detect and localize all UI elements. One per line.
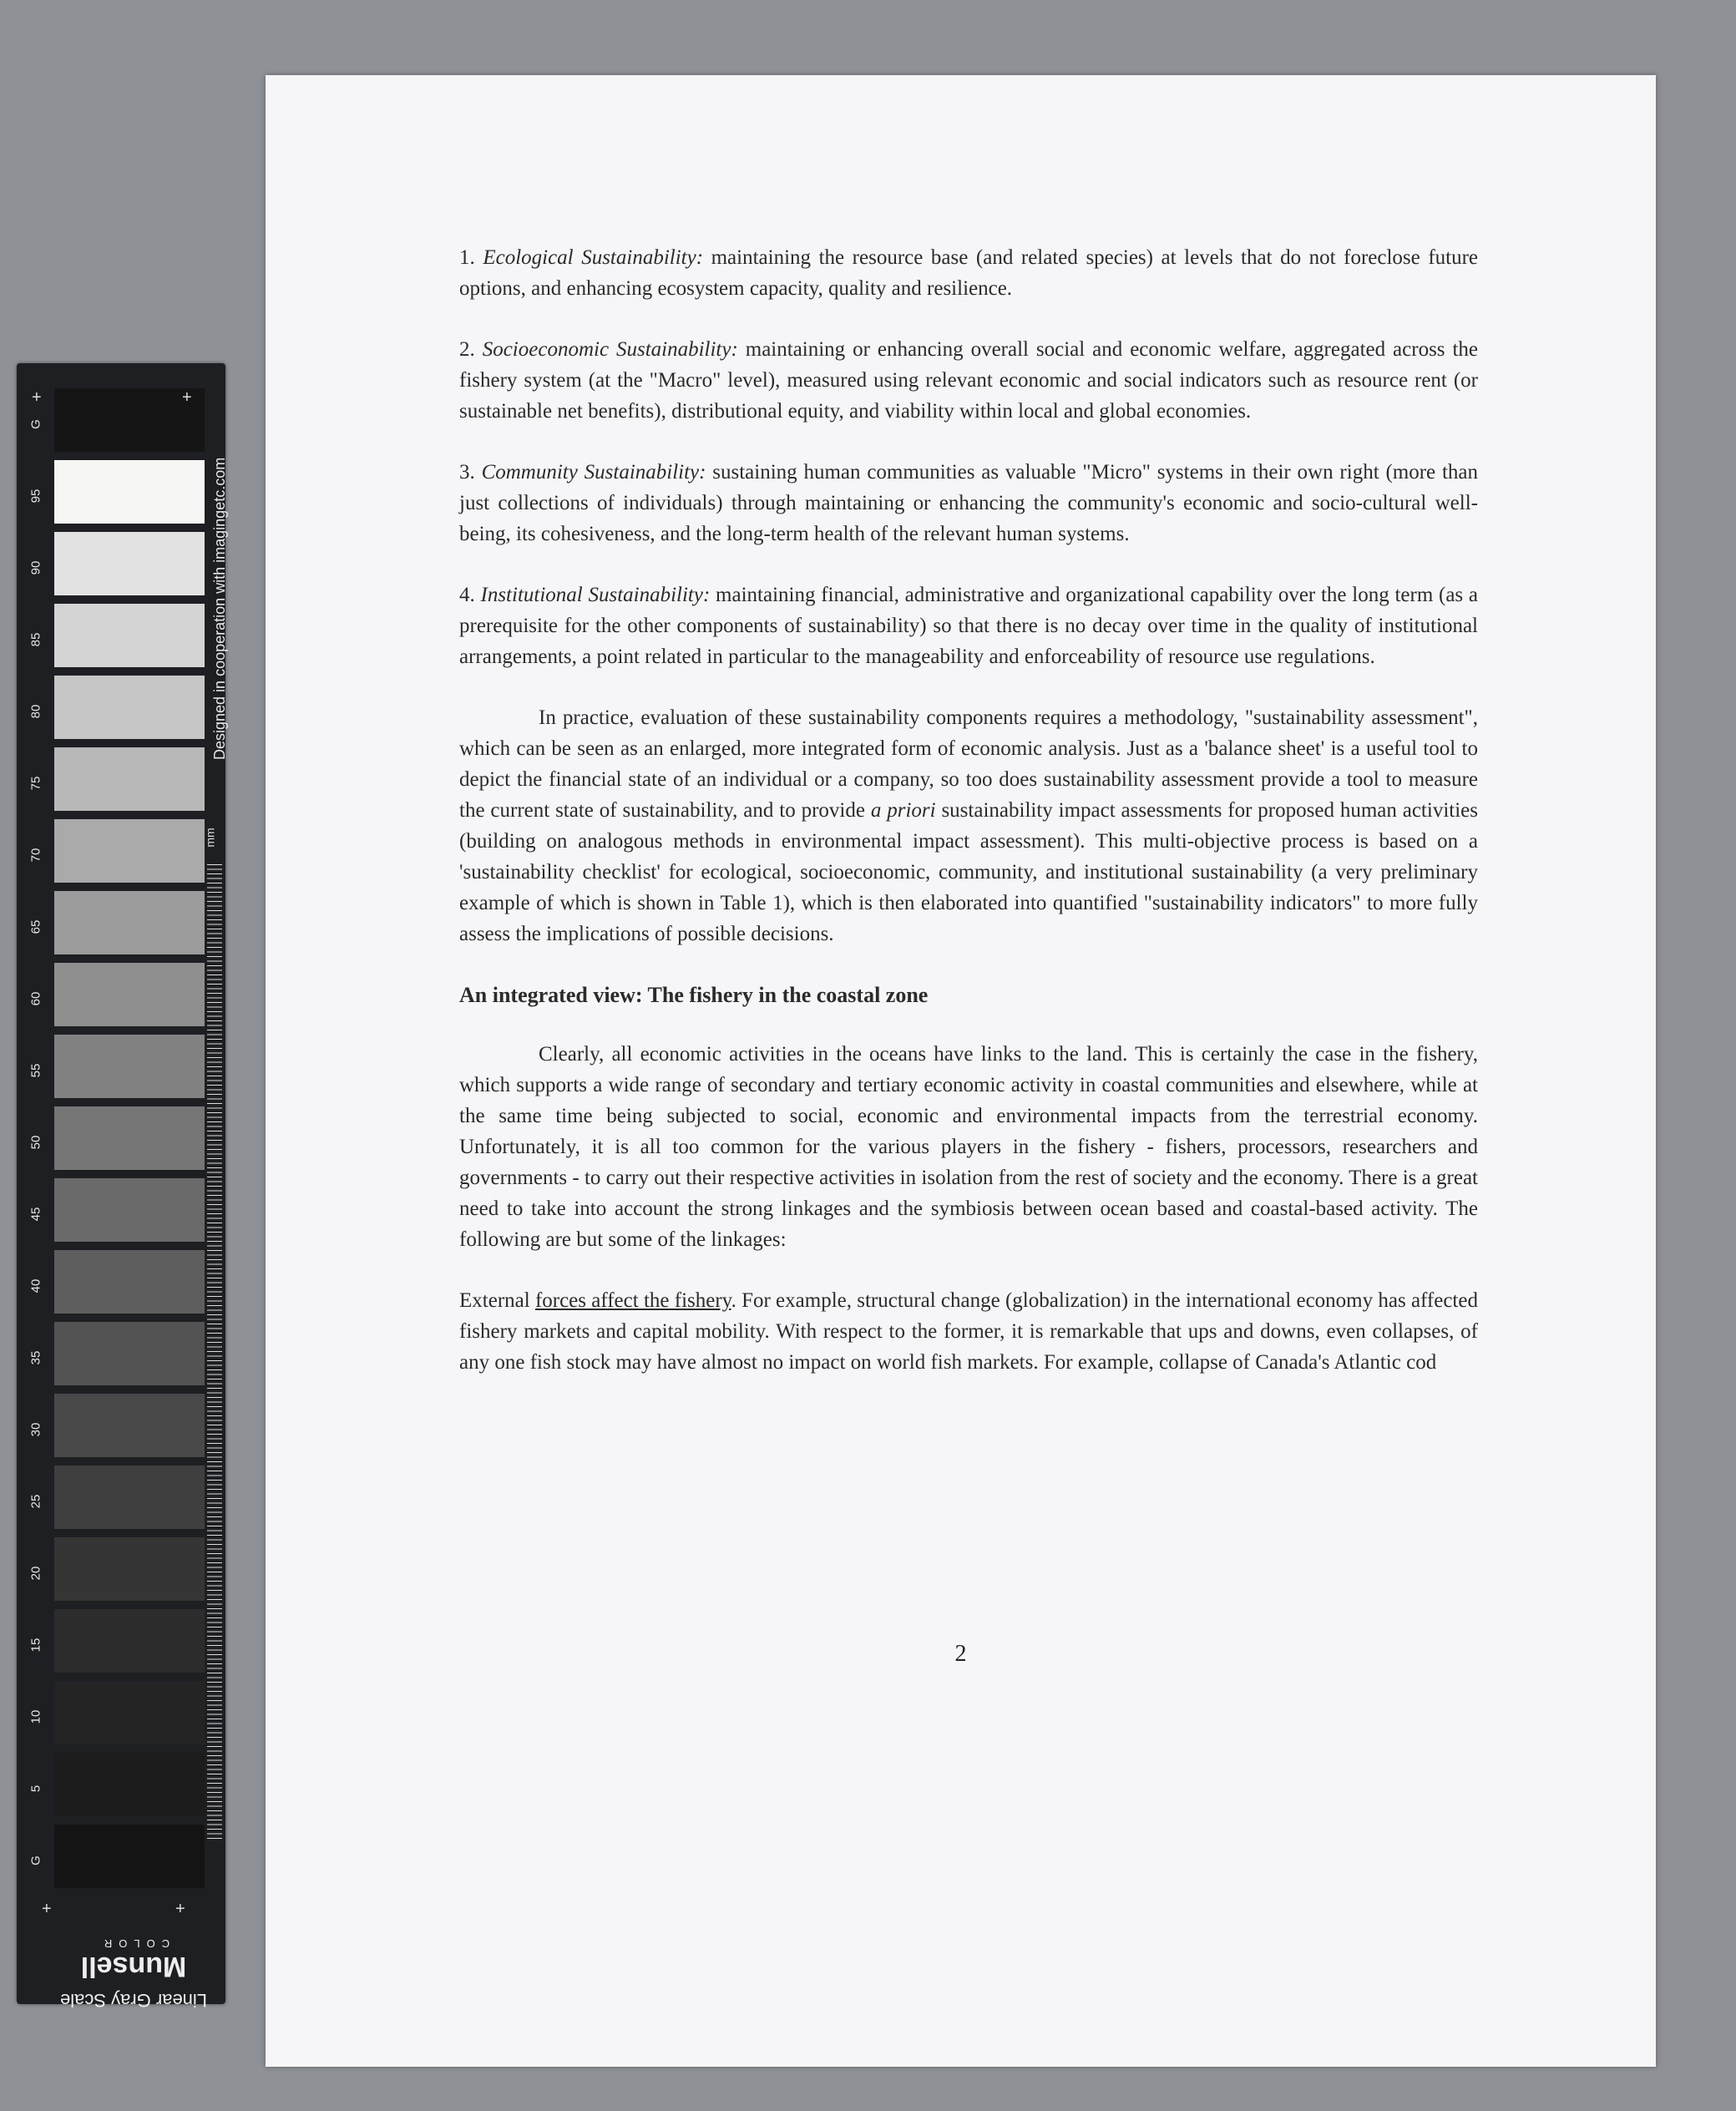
paragraph-clearly: Clearly, all economic activities in the oceans have links to the land. This is certainly the case in the fishery, which supports a wide range of secondary and tertiary economic activity in coastal communities and elsewhere, while at the same time being subjected to social, economic and environmental impacts from the terrestrial economy. Unfortunately, it is all too common for the various players in the fishery - fishers, processors, researchers and governments - to carry out their respective activities in isolation from the rest of society and the economy. There is a great need to take into account the strong linkages and the symbiosis between ocean based and coastal-based activity. The following are but some of the linkages: xyxy=(459,1043,1478,1251)
underlined-text: forces affect the fishery xyxy=(534,1289,731,1312)
item-term: Institutional Sustainability: xyxy=(480,584,711,606)
scale-label: 35 xyxy=(28,1350,43,1365)
scale-label: 45 xyxy=(28,1207,43,1222)
gray-patch xyxy=(54,532,205,595)
scale-label: 50 xyxy=(28,1135,43,1150)
gray-patch xyxy=(54,1825,205,1888)
gray-patch xyxy=(54,1537,205,1601)
item-text: sustaining human communities as valuable "Micro" systems in their own right (more than just collections of individuals) through maintaining or enhancing the community's economic and socio-cultural well-being, its cohesiveness, and the long-term health of the relevant human systems. xyxy=(459,461,1478,545)
brand-logo: Munsell xyxy=(80,1951,187,1982)
scale-label: 90 xyxy=(28,560,43,575)
item-community xyxy=(459,457,1478,549)
item-term: Socioeconomic Sustainability: xyxy=(482,338,738,361)
paragraph-practice xyxy=(459,702,1478,949)
item-ecological xyxy=(459,242,1478,304)
scale-label: 25 xyxy=(28,1494,43,1509)
scale-label: 5 xyxy=(28,1784,43,1793)
card-title xyxy=(50,1937,217,2011)
item-text: maintaining financial, administrative and organizational capability over the long term (as a prerequisite for the other components of sustainability) so that there is no decay over time in the quality of institutional arrangements, a point related in particular to the manageability and enforceability of resource use regulations. xyxy=(459,584,1478,668)
gray-patch xyxy=(54,1178,205,1242)
paragraph-text: . For example, structural change (globalization) in the international economy has affected fishery markets and capital mobility. With respect to the former, it is remarkable that ups and downs, even collapses, of any one fish stock may have almost no impact on world fish markets. For example, collapse of Canada's Atlantic cod xyxy=(459,1289,1478,1374)
gray-patch xyxy=(54,1394,205,1457)
ruler-unit: mm xyxy=(203,828,217,848)
gray-patch xyxy=(54,1609,205,1673)
paragraph-text: In practice, evaluation of these sustainability components requires a methodology, "sustainability assessment", which can be seen as an enlarged, more integrated form of economic analysis. Just as a 'balance sheet' is a useful tool to depict the financial state of an individual or a company, so too does sustainability assessment provide a tool to measure the current state of sustainability, and to provide xyxy=(459,706,1478,822)
credit-text: Designed in cooperation with imagingetc.com xyxy=(211,457,228,760)
gray-patch xyxy=(54,1753,205,1816)
scale-label: G xyxy=(28,419,43,429)
scale-label: 20 xyxy=(28,1566,43,1581)
gray-patches xyxy=(54,388,205,1896)
gray-patch xyxy=(54,1681,205,1744)
item-socioeconomic xyxy=(459,334,1478,427)
paragraph-external-forces xyxy=(459,1285,1478,1378)
scale-label: 40 xyxy=(28,1278,43,1293)
paragraph-text: sustainability impact assessments for proposed human activities (building on analogous methods in environmental impact assessment). This multi-objective process is based on a 'sustainability checklist' for ecological, socioeconomic, community, and institutional sustainability (a very preliminary example of which is shown in Table 1), which is then elaborated into quantified "sustainability indicators" to more fully assess the implications of possible decisions. xyxy=(459,799,1478,945)
document-page xyxy=(266,75,1656,2067)
item-text: maintaining the resource base (and related species) at levels that do not foreclose future options, and enhancing ecosystem capacity, quality and resilience. xyxy=(459,246,1479,300)
scale-label: 70 xyxy=(28,848,43,863)
item-number: 3. xyxy=(459,461,475,483)
scale-label: 10 xyxy=(28,1709,43,1724)
gray-patch xyxy=(54,1035,205,1098)
scale-title: Linear Gray Scale xyxy=(59,1990,208,2011)
scale-label: 85 xyxy=(28,632,43,647)
scale-label: 80 xyxy=(28,704,43,719)
paragraph-text: External xyxy=(459,1289,535,1312)
item-term: Community Sustainability: xyxy=(481,461,706,483)
gray-patch xyxy=(54,1250,205,1314)
item-number: 2. xyxy=(459,338,475,361)
plus-mark: + xyxy=(182,388,192,407)
scale-labels xyxy=(17,388,54,1896)
mm-ruler xyxy=(207,864,222,1841)
plus-mark: + xyxy=(175,1900,185,1918)
gray-patch xyxy=(54,676,205,739)
gray-patch xyxy=(54,819,205,883)
item-text: maintaining or enhancing overall social and economic welfare, aggregated across the fishery system (at the "Macro" level), measured using relevant economic and social indicators such as resource rent (or sustainable net benefits), distributional equity, and viability within local and global economies. xyxy=(459,338,1479,423)
section-heading: An integrated view: The fishery in the coastal zone xyxy=(459,983,929,1007)
gray-patch xyxy=(54,891,205,954)
gray-patch xyxy=(54,963,205,1026)
scale-label: 30 xyxy=(28,1422,43,1437)
gray-patch xyxy=(54,747,205,811)
scale-label: G xyxy=(28,1855,43,1865)
plus-mark: + xyxy=(42,1900,52,1918)
gray-patch xyxy=(54,604,205,667)
gray-patch xyxy=(54,1322,205,1385)
item-number: 1. xyxy=(459,246,475,269)
scale-label: 60 xyxy=(28,991,43,1006)
page-number: 2 xyxy=(954,1641,967,1667)
scale-label: 95 xyxy=(28,489,43,504)
plus-mark: + xyxy=(32,388,42,407)
scale-label: 15 xyxy=(28,1638,43,1653)
gray-patch xyxy=(54,460,205,524)
gray-patch xyxy=(54,1466,205,1529)
page-content xyxy=(459,242,1478,1408)
item-term: Ecological Sustainability: xyxy=(483,246,704,269)
scale-label: 75 xyxy=(28,776,43,791)
italic-term: a priori xyxy=(870,799,936,822)
scale-label: 55 xyxy=(28,1063,43,1078)
brand-sub: COLOR xyxy=(97,1937,170,1950)
item-number: 4. xyxy=(459,584,475,606)
gray-patch xyxy=(54,1106,205,1170)
scale-label: 65 xyxy=(28,919,43,934)
gray-scale-card xyxy=(17,363,228,2011)
item-institutional xyxy=(459,580,1478,672)
